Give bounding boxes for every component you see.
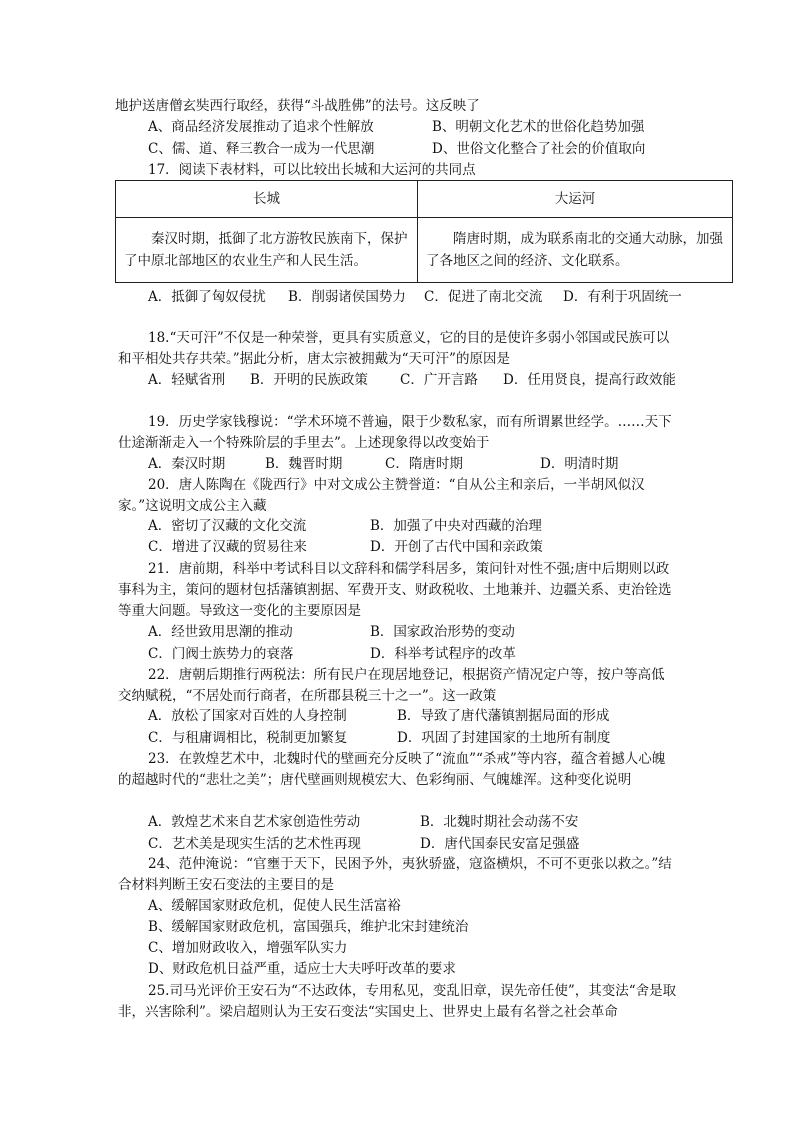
q17-option-c[interactable]: C．促进了南北交流 xyxy=(424,289,543,305)
intro-option-b[interactable]: B、明朝文化艺术的世俗化趋势加强 xyxy=(432,119,645,135)
q24-option-b[interactable]: B、缓解国家财政危机，富国强兵，维护北宋封建统治 xyxy=(148,919,469,935)
q17-option-a[interactable]: A．抵御了匈奴侵扰 xyxy=(148,289,266,305)
intro-option-d[interactable]: D、世俗文化整合了社会的价值取向 xyxy=(432,141,646,157)
table-header-grand-canal: 大运河 xyxy=(418,181,733,218)
q18-option-c[interactable]: C．广开言路 xyxy=(400,372,478,388)
table-cell-grand-canal xyxy=(418,218,733,283)
q23-option-b[interactable]: B．北魏时期社会动荡不安 xyxy=(420,814,579,830)
q19-option-a[interactable]: A．秦汉时期 xyxy=(148,456,226,472)
great-wall-text: 秦汉时期，抵御了北方游牧民族南下，保护了中原北部地区的农业生产和人民生活。 xyxy=(124,231,408,269)
q17-option-d[interactable]: D．有利于巩固统一 xyxy=(563,289,682,305)
q22-option-b[interactable]: B．导致了唐代藩镇割据局面的形成 xyxy=(397,708,610,724)
q21-stem: 21．唐前期，科举中考试科目以文辞科和儒学科居多，策问针对性不强;唐中后期则以政事科为主，策问的题材包括藩镇割据、军费开支、财政税收、土地兼并、边疆关系、吏治铨选等重大问题。导致这一变化的主要原因是 xyxy=(118,561,672,619)
q18-stem: 18.“天可汗”不仅是一种荣誉，更具有实质意义，它的目的是使许多弱小邻国或民族可以和平相处共存共荣。”据此分析，唐太宗被拥戴为“天可汗”的原因是 xyxy=(118,330,670,367)
q24-stem: 24、范仲淹说：“官壅于天下，民困予外，夷狄骄盛，寇盗横炽，不可不更张以救之。”结合材料判断王安石变法的主要目的是 xyxy=(118,856,672,893)
table-cell-great-wall xyxy=(116,218,418,283)
q18-option-d[interactable]: D．任用贤良，提高行政效能 xyxy=(503,372,676,388)
q17-option-b[interactable]: B．削弱诸侯国势力 xyxy=(288,289,406,305)
q24-option-d[interactable]: D、财政危机日益严重，适应士大夫呼吁改革的要求 xyxy=(148,961,456,977)
q20-option-b[interactable]: B．加强了中央对西藏的治理 xyxy=(370,518,542,534)
q21-option-c[interactable]: C．门阀士族势力的衰落 xyxy=(148,646,294,662)
intro-option-c[interactable]: C、儒、道、释三教合一成为一代思潮 xyxy=(148,141,375,157)
q20-option-d[interactable]: D．开创了古代中国和亲政策 xyxy=(370,539,543,555)
q17-material-table xyxy=(115,180,733,283)
q23-option-d[interactable]: D．唐代国泰民安富足强盛 xyxy=(420,836,580,852)
q20-option-a[interactable]: A．密切了汉藏的文化交流 xyxy=(148,518,307,534)
q23-option-c[interactable]: C．艺术美是现实生活的艺术性再现 xyxy=(148,836,361,852)
q20-stem: 20．唐人陈陶在《陇西行》中对文成公主赞誉道：“自从公主和亲后，一半胡风似汉家。”这说明文成公主入藏 xyxy=(118,477,645,514)
q22-option-a[interactable]: A．放松了国家对百姓的人身控制 xyxy=(148,708,347,724)
q19-stem: 19．历史学家钱穆说：“学术环境不普遍，限于少数私家，而有所谓累世经学。……天下仕途渐渐走入一个特殊阶层的手里去”。上述现象得以改变始于 xyxy=(118,414,672,451)
q22-option-d[interactable]: D．巩固了封建国家的土地所有制度 xyxy=(397,730,611,746)
q24-option-a[interactable]: A、缓解国家财政危机，促使人民生活富裕 xyxy=(148,898,401,914)
q25-stem: 25.司马光评价王安石为“不达政体，专用私见，变乱旧章，误先帝任使”，其变法“舍是取非，兴害除利”。梁启超则认为王安石变法“实国史上、世界史上最有名誉之社会革命 xyxy=(118,983,677,1020)
q24-option-c[interactable]: C、增加财政收入，增强军队实力 xyxy=(148,940,348,956)
q17-stem: 17．阅读下表材料，可以比较出长城和大运河的共同点 xyxy=(148,162,476,178)
q19-option-c[interactable]: C．隋唐时期 xyxy=(385,456,463,472)
q21-option-d[interactable]: D．科举考试程序的改革 xyxy=(370,646,516,662)
q18-option-a[interactable]: A．轻赋省刑 xyxy=(148,372,226,388)
q19-option-b[interactable]: B．魏晋时期 xyxy=(265,456,343,472)
q21-option-a[interactable]: A．经世致用思潮的推动 xyxy=(148,624,293,640)
q23-option-a[interactable]: A．敦煌艺术来自艺术家创造性劳动 xyxy=(148,814,361,830)
q18-option-b[interactable]: B．开明的民族政策 xyxy=(250,372,368,388)
q20-option-c[interactable]: C．增进了汉藏的贸易往来 xyxy=(148,539,307,555)
q23-stem: 23．在敦煌艺术中，北魏时代的壁画充分反映了“流血”“杀戒”等内容，蕴含着撼人心魄的超越时代的“悲壮之美”；唐代壁画则规模宏大、色彩绚丽、气魄雄浑。这种变化说明 xyxy=(118,751,666,788)
intro-option-a[interactable]: A、商品经济发展推动了追求个性解放 xyxy=(148,119,374,135)
table-header-great-wall: 长城 xyxy=(116,181,418,218)
q22-option-c[interactable]: C．与租庸调相比，税制更加繁复 xyxy=(148,730,348,746)
q21-option-b[interactable]: B．国家政治形势的变动 xyxy=(370,624,515,640)
q22-stem: 22．唐朝后期推行两税法：所有民户在现居地登记，根据资产情况定户等，按户等高低交纳赋税，“不居处而行商者，在所郡县税三十之一”。这一政策 xyxy=(118,667,665,704)
intro-line: 地护送唐僧玄奘西行取经，获得“斗战胜佛”的法号。这反映了 xyxy=(115,98,480,114)
q19-option-d[interactable]: D．明清时期 xyxy=(540,456,619,472)
grand-canal-text: 隋唐时期，成为联系南北的交通大动脉，加强了各地区之间的经济、文化联系。 xyxy=(426,231,723,269)
